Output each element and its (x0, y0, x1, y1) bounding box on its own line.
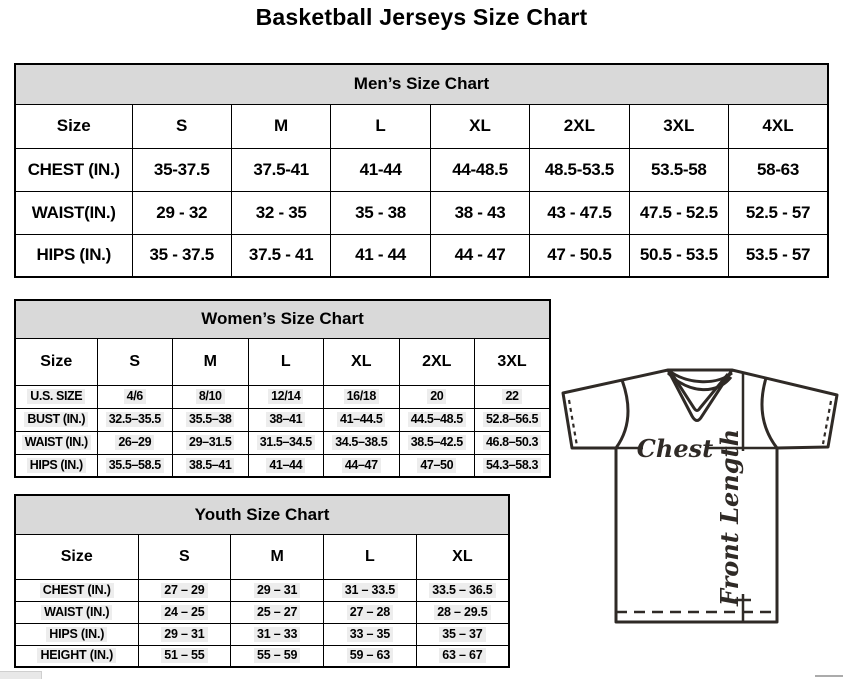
cell: 47.5 - 52.5 (629, 191, 728, 234)
row-label: WAIST(IN.) (15, 191, 132, 234)
row-label (15, 454, 97, 477)
cell-value: 46.8–50.3 (483, 435, 541, 450)
table-row (15, 431, 550, 454)
table-row (15, 191, 828, 234)
womens-table-title: Women’s Size Chart (15, 300, 550, 338)
cell (324, 408, 400, 431)
cell: 38 - 43 (430, 191, 529, 234)
cell (173, 408, 249, 431)
cell: 37.5 - 41 (231, 234, 330, 277)
cell: 48.5-53.5 (530, 148, 629, 191)
cell (173, 454, 249, 477)
cell-value: 32.5–35.5 (106, 412, 164, 427)
cell-value: 29 – 31 (254, 583, 300, 598)
mens-size-col: 3XL (629, 104, 728, 148)
row-label-text: BUST (IN.) (24, 412, 88, 427)
cell (248, 454, 324, 477)
cell: 53.5 - 57 (729, 234, 828, 277)
cell: 41 - 44 (331, 234, 430, 277)
table-row (15, 234, 828, 277)
cell (475, 385, 551, 408)
horizontal-scrollbar-left-fragment[interactable] (0, 671, 42, 679)
cell-value: 20 (427, 389, 446, 404)
cell-value: 35.5–38 (186, 412, 234, 427)
mens-size-label: Size (15, 104, 132, 148)
womens-size-col: M (173, 338, 249, 385)
cell: 29 - 32 (132, 191, 231, 234)
cell-value: 24 – 25 (161, 605, 207, 620)
cell (173, 431, 249, 454)
horizontal-scrollbar-right-fragment[interactable] (815, 675, 843, 677)
cell-value: 16/18 (344, 389, 379, 404)
cell (324, 645, 417, 667)
cell-value: 31 – 33.5 (342, 583, 398, 598)
cell-value: 47–50 (417, 458, 456, 473)
cell-value: 22 (502, 389, 521, 404)
cell: 50.5 - 53.5 (629, 234, 728, 277)
cell (138, 579, 231, 601)
cell: 35 - 37.5 (132, 234, 231, 277)
cell-value: 26–29 (115, 435, 154, 450)
row-label: HIPS (IN.) (15, 234, 132, 277)
cell (324, 385, 400, 408)
cell-value: 34.5–38.5 (332, 435, 390, 450)
cell-value: 12/14 (268, 389, 303, 404)
cell-value: 59 – 63 (347, 648, 393, 663)
cell-value: 38.5–41 (186, 458, 234, 473)
youth-size-label: Size (15, 534, 138, 579)
page-title: Basketball Jerseys Size Chart (255, 4, 588, 30)
womens-header-row (15, 338, 550, 385)
cell-value: 33.5 – 36.5 (429, 583, 495, 598)
cell-value: 4/6 (124, 389, 146, 404)
table-row (15, 579, 509, 601)
cell: 47 - 50.5 (530, 234, 629, 277)
cell (399, 431, 475, 454)
cell (324, 454, 400, 477)
cell (173, 385, 249, 408)
table-row (15, 385, 550, 408)
cell (231, 601, 324, 623)
row-label-text: CHEST (IN.) (40, 583, 114, 598)
mens-size-col: L (331, 104, 430, 148)
cell-value: 35 – 37 (439, 627, 485, 642)
table-row (15, 454, 550, 477)
womens-size-label: Size (15, 338, 97, 385)
womens-size-col: L (248, 338, 324, 385)
mens-header-row (15, 104, 828, 148)
chest-label: Chest (636, 434, 714, 463)
cell (324, 579, 417, 601)
mens-size-col: 2XL (530, 104, 629, 148)
table-row (15, 601, 509, 623)
cell-value: 8/10 (196, 389, 225, 404)
cell: 35 - 38 (331, 191, 430, 234)
cell: 35-37.5 (132, 148, 231, 191)
cell-value: 27 – 29 (161, 583, 207, 598)
youth-table-title: Youth Size Chart (15, 495, 509, 534)
row-label-text: HEIGHT (IN.) (37, 648, 116, 663)
cell (416, 579, 509, 601)
front-length-label: Front Length (715, 428, 744, 606)
row-label: CHEST (IN.) (15, 148, 132, 191)
mens-size-col: 4XL (729, 104, 828, 148)
cell (399, 408, 475, 431)
row-label (15, 579, 138, 601)
cell-value: 44–47 (342, 458, 381, 473)
womens-size-col: S (97, 338, 173, 385)
cell-value: 25 – 27 (254, 605, 300, 620)
cell (416, 601, 509, 623)
cell-value: 41–44.5 (337, 412, 385, 427)
youth-size-col: L (324, 534, 417, 579)
mens-size-col: M (231, 104, 330, 148)
cell: 44 - 47 (430, 234, 529, 277)
cell-value: 31 – 33 (254, 627, 300, 642)
cell (138, 645, 231, 667)
cell-value: 52.8–56.5 (483, 412, 541, 427)
row-label (15, 431, 97, 454)
cell-value: 44.5–48.5 (408, 412, 466, 427)
jersey-diagram (556, 364, 843, 636)
mens-size-table (14, 63, 829, 278)
cell-value: 41–44 (266, 458, 305, 473)
cell-value: 27 – 28 (347, 605, 393, 620)
youth-size-col: XL (416, 534, 509, 579)
cell: 58-63 (729, 148, 828, 191)
cell-value: 51 – 55 (161, 648, 207, 663)
mens-size-col: XL (430, 104, 529, 148)
mens-size-col: S (132, 104, 231, 148)
cell (97, 454, 173, 477)
right-armhole-seam (762, 378, 777, 448)
cell (231, 579, 324, 601)
row-label (15, 408, 97, 431)
cell-value: 28 – 29.5 (434, 605, 490, 620)
left-armhole-seam (616, 380, 628, 448)
cell-value: 38–41 (266, 412, 305, 427)
womens-size-col: 3XL (475, 338, 551, 385)
cell-value: 33 – 35 (347, 627, 393, 642)
cell: 32 - 35 (231, 191, 330, 234)
cell-value: 63 – 67 (439, 648, 485, 663)
cell-value: 35.5–58.5 (106, 458, 164, 473)
cell (475, 431, 551, 454)
youth-size-col: S (138, 534, 231, 579)
cell (416, 623, 509, 645)
row-label (15, 645, 138, 667)
cell (138, 601, 231, 623)
row-label (15, 385, 97, 408)
row-label (15, 623, 138, 645)
cell-value: 55 – 59 (254, 648, 300, 663)
cell: 37.5-41 (231, 148, 330, 191)
cell (399, 454, 475, 477)
cell: 52.5 - 57 (729, 191, 828, 234)
row-label-text: HIPS (IN.) (27, 458, 86, 473)
cell (248, 408, 324, 431)
cell (324, 623, 417, 645)
cell-value: 38.5–42.5 (408, 435, 466, 450)
youth-size-col: M (231, 534, 324, 579)
cell: 44-48.5 (430, 148, 529, 191)
youth-size-table (14, 494, 510, 668)
table-row (15, 645, 509, 667)
cell-value: 54.3–58.3 (483, 458, 541, 473)
cell (248, 385, 324, 408)
cell (97, 385, 173, 408)
cell-value: 29–31.5 (186, 435, 234, 450)
row-label-text: HIPS (IN.) (46, 627, 107, 642)
mens-table-title: Men’s Size Chart (15, 64, 828, 104)
row-label-text: WAIST (IN.) (22, 435, 91, 450)
row-label (15, 601, 138, 623)
cell (97, 408, 173, 431)
womens-size-col: 2XL (399, 338, 475, 385)
womens-size-table (14, 299, 551, 478)
cell (231, 645, 324, 667)
cell-value: 29 – 31 (161, 627, 207, 642)
table-row (15, 408, 550, 431)
cell: 41-44 (331, 148, 430, 191)
cell: 43 - 47.5 (530, 191, 629, 234)
cell (97, 431, 173, 454)
cell (416, 645, 509, 667)
cell (399, 385, 475, 408)
cell (324, 601, 417, 623)
cell (231, 623, 324, 645)
row-label-text: WAIST (IN.) (41, 605, 112, 620)
youth-header-row (15, 534, 509, 579)
cell: 53.5-58 (629, 148, 728, 191)
cell (475, 408, 551, 431)
row-label-text: U.S. SIZE (27, 389, 85, 404)
cell (475, 454, 551, 477)
table-row (15, 623, 509, 645)
cell (324, 431, 400, 454)
cell (138, 623, 231, 645)
cell-value: 31.5–34.5 (257, 435, 315, 450)
womens-size-col: XL (324, 338, 400, 385)
table-row (15, 148, 828, 191)
cell (248, 431, 324, 454)
